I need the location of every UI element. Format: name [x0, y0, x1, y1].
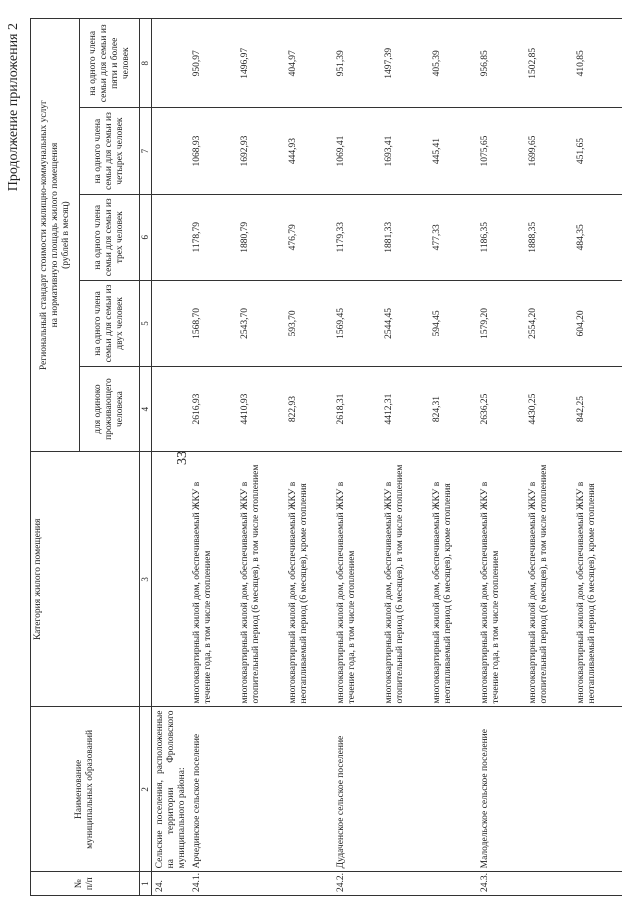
value-cell: 2544,45 — [382, 280, 430, 366]
value-cell: 594,45 — [430, 280, 478, 366]
value-cell: 2616,93 — [190, 367, 238, 452]
value-cell: 477,33 — [430, 194, 478, 280]
value-cell: 444,93 — [286, 108, 334, 194]
col-index: 7 — [140, 108, 152, 194]
col-index: 2 — [140, 707, 152, 872]
col-index: 5 — [140, 280, 152, 366]
value-cell: 1179,33 — [334, 194, 382, 280]
row-num: 24.1. — [190, 872, 238, 896]
value-cell: 4412,31 — [382, 367, 430, 452]
value-cell: 405,39 — [430, 19, 478, 108]
value-cell: 1888,35 — [526, 194, 574, 280]
header-category: Категория жилого помещения — [31, 452, 140, 707]
row-category: многоквартирный жилой дом, обеспечиваемый ЖКУ в отопительный период (6 месяцев), в том числе отоплением — [382, 452, 430, 707]
group-num: 24. — [152, 872, 191, 896]
value-cell: 1568,70 — [190, 280, 238, 366]
row-category: многоквартирный жилой дом, обеспечиваемый ЖКУ в отопительный период (6 месяцев), в том числе отоплением — [526, 452, 574, 707]
header-num: № п/п — [31, 872, 140, 896]
header-sub-4: на одного члена семьи для семьи из четырех человек — [80, 108, 140, 194]
value-cell: 842,25 — [574, 367, 622, 452]
value-cell: 2636,25 — [478, 367, 526, 452]
value-cell: 4410,93 — [238, 367, 286, 452]
col-index: 4 — [140, 367, 152, 452]
value-cell: 476,79 — [286, 194, 334, 280]
value-cell: 1699,65 — [526, 108, 574, 194]
col-index: 6 — [140, 194, 152, 280]
value-cell: 956,85 — [478, 19, 526, 108]
value-cell: 445,41 — [430, 108, 478, 194]
value-cell: 4430,25 — [526, 367, 574, 452]
row-category: многоквартирный жилой дом, обеспечиваемый ЖКУ в отопительный период (6 месяцев), в том числе отоплением — [238, 452, 286, 707]
value-cell: 1579,20 — [478, 280, 526, 366]
row-category: многоквартирный жилой дом, обеспечиваемый ЖКУ в течение года, в том числе отоплением — [478, 452, 526, 707]
value-cell: 1186,35 — [478, 194, 526, 280]
value-cell: 1075,65 — [478, 108, 526, 194]
value-cell: 1178,79 — [190, 194, 238, 280]
value-cell: 1502,85 — [526, 19, 574, 108]
row-num: 24.2. — [334, 872, 382, 896]
page-number: 33 — [175, 451, 190, 465]
row-category: многоквартирный жилой дом, обеспечиваемый ЖКУ в неотапливаемый период (6 месяцев), кроме отопления — [574, 452, 622, 707]
row-category: многоквартирный жилой дом, обеспечиваемый ЖКУ в неотапливаемый период (6 месяцев), кроме отопления — [430, 452, 478, 707]
value-cell: 451,65 — [574, 108, 622, 194]
row-num: 24.3. — [478, 872, 526, 896]
row-category: многоквартирный жилой дом, обеспечиваемый ЖКУ в течение года, в том числе отоплением — [334, 452, 382, 707]
header-sub-2: на одного члена семьи для семьи из двух человек — [80, 280, 140, 366]
row-name: Арчединское сельское поселение — [190, 707, 238, 872]
value-cell: 950,97 — [190, 19, 238, 108]
value-cell: 1880,79 — [238, 194, 286, 280]
col-index: 1 — [140, 872, 152, 896]
header-sub-5: на одного члена семьи для семьи из пяти и более человек — [80, 19, 140, 108]
value-cell: 1881,33 — [382, 194, 430, 280]
row-name: Дудаченское сельское поселение — [334, 707, 382, 872]
row-category: многоквартирный жилой дом, обеспечиваемый ЖКУ в неотапливаемый период (6 месяцев), кроме отопления — [286, 452, 334, 707]
row-category: многоквартирный жилой дом, обеспечиваемый ЖКУ в течение года, в том числе отоплением — [190, 452, 238, 707]
value-cell: 951,39 — [334, 19, 382, 108]
value-cell: 2554,20 — [526, 280, 574, 366]
col-index: 3 — [140, 452, 152, 707]
value-cell: 1692,93 — [238, 108, 286, 194]
value-cell: 1069,41 — [334, 108, 382, 194]
header-sub-3: на одного члена семьи для семьи из трех человек — [80, 194, 140, 280]
value-cell: 410,85 — [574, 19, 622, 108]
value-cell: 404,97 — [286, 19, 334, 108]
col-index: 8 — [140, 19, 152, 108]
value-cell: 2618,31 — [334, 367, 382, 452]
header-standard: Региональный стандарт стоимости жилищно-коммунальных услуг на нормативную площадь жилого помещения (рублей в месяц) — [31, 19, 80, 452]
value-cell: 822,93 — [286, 367, 334, 452]
row-name: Малодельское сельское поселение — [478, 707, 526, 872]
value-cell: 1497,39 — [382, 19, 430, 108]
value-cell: 604,20 — [574, 280, 622, 366]
value-cell: 593,70 — [286, 280, 334, 366]
group-name: Сельские поселения, расположенные на территории Фроловского муниципального района: — [152, 707, 191, 872]
value-cell: 1068,93 — [190, 108, 238, 194]
header-name: Наименование муниципальных образований — [31, 707, 140, 872]
value-cell: 824,31 — [430, 367, 478, 452]
standards-table — [30, 18, 622, 896]
value-cell: 1569,45 — [334, 280, 382, 366]
header-sub-1: для одиноко проживающего человека — [80, 367, 140, 452]
value-cell: 484,35 — [574, 194, 622, 280]
value-cell: 1496,97 — [238, 19, 286, 108]
continuation-label: Продолжение приложения 2 — [6, 23, 21, 192]
value-cell: 2543,70 — [238, 280, 286, 366]
value-cell: 1693,41 — [382, 108, 430, 194]
